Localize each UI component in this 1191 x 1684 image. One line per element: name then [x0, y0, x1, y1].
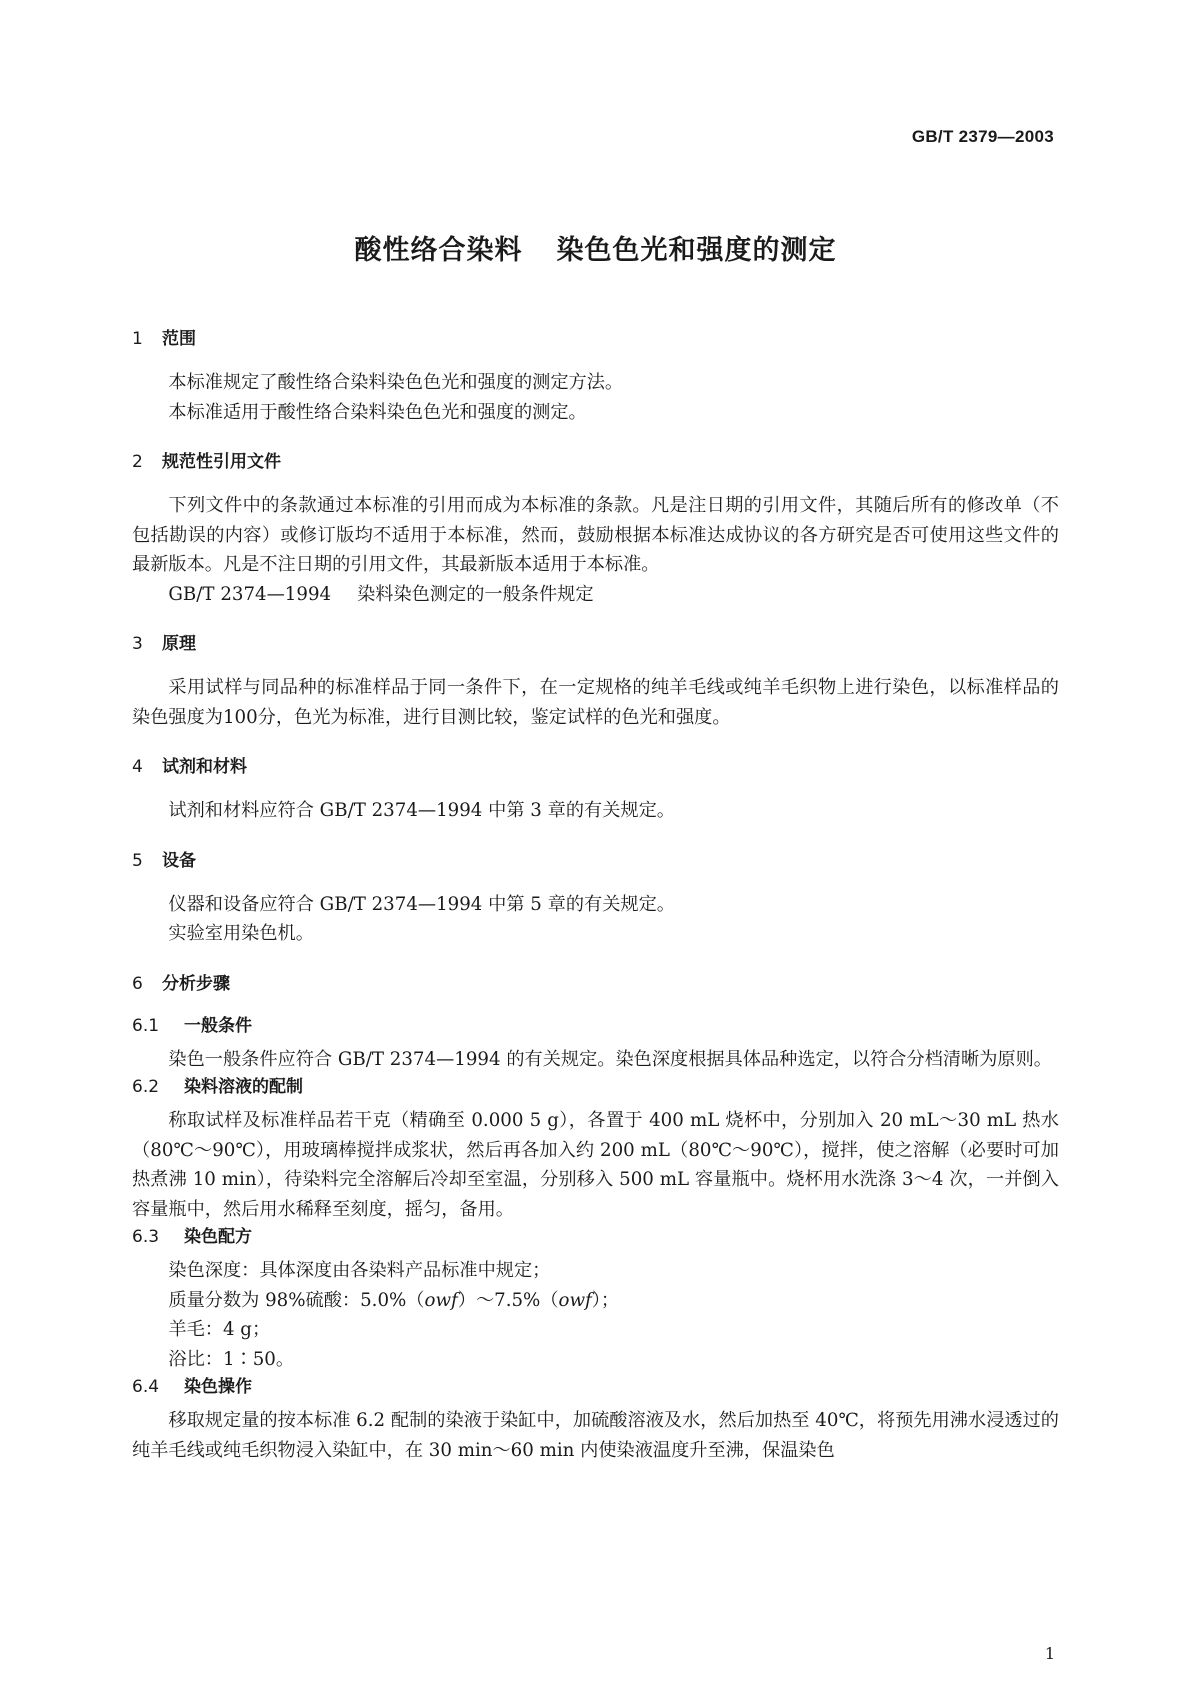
reference-title: 染料染色测定的一般条件规定 — [357, 583, 594, 605]
recipe-unit: owf — [424, 1289, 458, 1311]
title-part-2: 染色色光和强度的测定 — [556, 235, 837, 266]
paragraph: 称取试样及标准样品若干克（精确至 0.000 5 g），各置于 400 mL 烧杯中，分别加入 20 mL～30 mL 热水（80℃～90℃），用玻璃棒搅拌成浆状，然后再各加入约 200 mL（80℃～90℃），搅拌，使之溶解（必要时可加热煮沸 10 min），待染料完全溶解后冷却至室温，分别移入 500 mL 容量瓶中。烧杯用水洗涤 3～4 次，一并倒入容量瓶中，然后用水稀释至刻度，摇匀，备用。 — [132, 1110, 1059, 1220]
paragraph: 本标准适用于酸性络合染料染色色光和强度的测定。 — [168, 401, 587, 423]
document-body — [132, 326, 1059, 1465]
subsection-6-2-heading — [132, 1074, 1059, 1100]
paragraph: 下列文件中的条款通过本标准的引用而成为本标准的条款。凡是注日期的引用文件，其随后所有的修改单（不包括勘误的内容）或修订版均不适用于本标准，然而，鼓励根据本标准达成协议的各方研究是否可使用这些文件的最新版本。凡是不注日期的引用文件，其最新版本适用于本标准。 — [132, 495, 1059, 575]
subsection-6-4-heading — [132, 1374, 1059, 1400]
document-title — [0, 228, 1191, 267]
recipe-line — [132, 1286, 1059, 1316]
recipe-line: 染色深度：具体深度由各染料产品标准中规定； — [168, 1260, 551, 1281]
subsection-number: 6.3 — [132, 1227, 160, 1247]
section-6-heading — [132, 971, 1059, 997]
subsection-number: 6.2 — [132, 1077, 160, 1097]
paragraph: 仪器和设备应符合 GB/T 2374—1994 中第 5 章的有关规定。 — [168, 893, 675, 915]
recipe-text: 质量分数为 98%硫酸：5.0%（ — [168, 1289, 425, 1311]
paragraph: 本标准规定了酸性络合染料染色色光和强度的测定方法。 — [168, 372, 624, 393]
section-title: 设备 — [162, 850, 196, 871]
standard-code: GB/T 2379—2003 — [911, 127, 1054, 146]
paragraph: 移取规定量的按本标准 6.2 配制的染液于染缸中，加硫酸溶液及水，然后加热至 40℃，将预先用沸水浸透过的纯羊毛线或纯毛织物浸入染缸中，在 30 min～60 min 内使染液温度升至沸，保温染色 — [132, 1410, 1059, 1461]
paragraph: 实验室用染色机。 — [168, 923, 314, 944]
paragraph: 试剂和材料应符合 GB/T 2374—1994 中第 3 章的有关规定。 — [168, 800, 675, 821]
recipe-line: 浴比：1∶50。 — [168, 1348, 295, 1370]
subsection-6-3-heading — [132, 1224, 1059, 1250]
paragraph: 采用试样与同品种的标准样品于同一条件下，在一定规格的纯羊毛线或纯羊毛织物上进行染色，以标准样品的染色强度为100分，色光为标准，进行目测比较，鉴定试样的色光和强度。 — [132, 677, 1059, 728]
section-title: 原理 — [162, 634, 196, 654]
section-number: 5 — [132, 850, 143, 871]
section-title: 分析步骤 — [162, 973, 230, 994]
section-title: 试剂和材料 — [162, 757, 247, 777]
section-title: 规范性引用文件 — [162, 452, 281, 472]
recipe-text: ）； — [591, 1289, 620, 1311]
subsection-title: 一般条件 — [184, 1015, 252, 1036]
section-number: 2 — [132, 452, 143, 472]
section-1-heading — [132, 326, 1059, 352]
paragraph: 染色一般条件应符合 GB/T 2374—1994 的有关规定。染色深度根据具体品种选定，以符合分档清晰为原则。 — [168, 1048, 1052, 1070]
recipe-line: 羊毛：4 g； — [168, 1319, 271, 1340]
subsection-6-1-heading — [132, 1013, 1059, 1039]
subsection-title: 染色配方 — [184, 1227, 252, 1247]
subsection-title: 染料溶液的配制 — [184, 1077, 303, 1097]
section-number: 3 — [132, 634, 143, 654]
section-number: 1 — [132, 329, 143, 349]
recipe-unit: owf — [558, 1289, 592, 1311]
recipe-text: ）～7.5%（ — [457, 1289, 559, 1311]
section-5-heading — [132, 848, 1059, 874]
title-part-1: 酸性络合染料 — [354, 235, 523, 266]
section-3-heading — [132, 631, 1059, 657]
section-title: 范围 — [162, 329, 196, 349]
page-number: 1 — [1044, 1644, 1055, 1663]
section-4-heading — [132, 754, 1059, 780]
subsection-number: 6.4 — [132, 1377, 160, 1397]
reference-code: GB/T 2374—1994 — [168, 583, 332, 605]
normative-reference — [132, 580, 1059, 610]
subsection-title: 染色操作 — [184, 1377, 252, 1397]
section-number: 6 — [132, 973, 143, 994]
section-number: 4 — [132, 757, 143, 777]
subsection-number: 6.1 — [132, 1015, 160, 1036]
section-2-heading — [132, 449, 1059, 475]
